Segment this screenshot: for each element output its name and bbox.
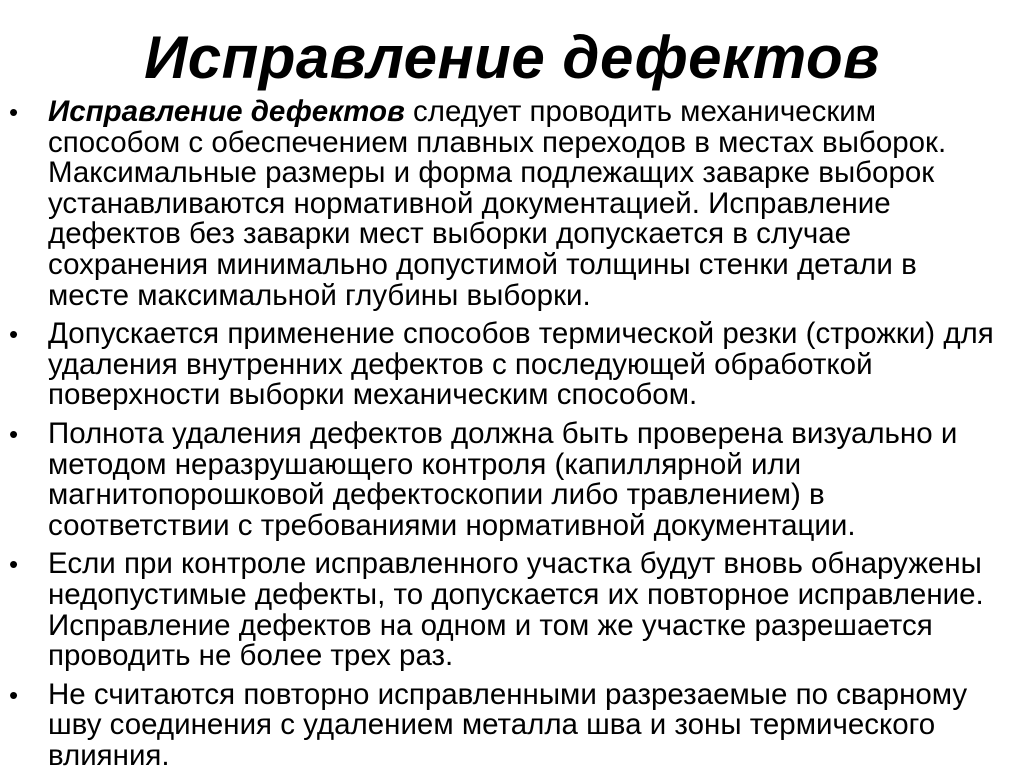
bullet-dot-icon: • bbox=[9, 319, 19, 350]
bullet-item-1 bbox=[0, 97, 1024, 311]
bullet-item-5 bbox=[0, 677, 1024, 772]
slide-title: Исправление дефектов bbox=[144, 24, 880, 91]
bullet-dot-icon: • bbox=[9, 679, 19, 710]
bullet-text: Не считаются повторно исправленными разрезаемые по сварному шву соединения с удалением металла шва и зоны термического влияния. bbox=[48, 677, 968, 772]
bullet-dot-icon: • bbox=[9, 549, 19, 580]
bullet-text: Если при контроле исправленного участка будут вновь обнаружены недопустимые дефекты, то допускается их повторное исправление. Исправление дефектов на одном и том же участке разрешается проводить не более трех раз. bbox=[48, 547, 984, 673]
bullet-text: Допускается применение способов термической резки (строжки) для удаления внутренних дефектов с последующей обработкой поверхности выборки механическим способом. bbox=[48, 317, 994, 412]
bullet-list bbox=[0, 97, 1024, 779]
bullet-dot-icon: • bbox=[9, 97, 19, 127]
bullet-dot-icon: • bbox=[9, 418, 19, 449]
bullet-item-2 bbox=[0, 319, 1024, 411]
bullet-lead-text: Исправление дефектов bbox=[48, 95, 405, 128]
bullet-text: следует проводить механическим способом с обеспечением плавных переходов в местах выборок. Максимальные размеры и форма подлежащих заварке выборок устанавливаются нормативной документацией. Исправление дефектов без заварки мест выборки допускается в случае сохранения минимально допустимой толщины стенки детали в месте максимальной глубины выборки. bbox=[48, 95, 947, 312]
bullet-item-4 bbox=[0, 549, 1024, 671]
bullet-text: Полнота удаления дефектов должна быть проверена визуально и методом неразрушающего контроля (капиллярной или магнитопорошковой дефектоскопии либо травлением) в соответствии с требованиями нормативной документации. bbox=[48, 416, 958, 542]
bullet-item-3 bbox=[0, 416, 1024, 542]
